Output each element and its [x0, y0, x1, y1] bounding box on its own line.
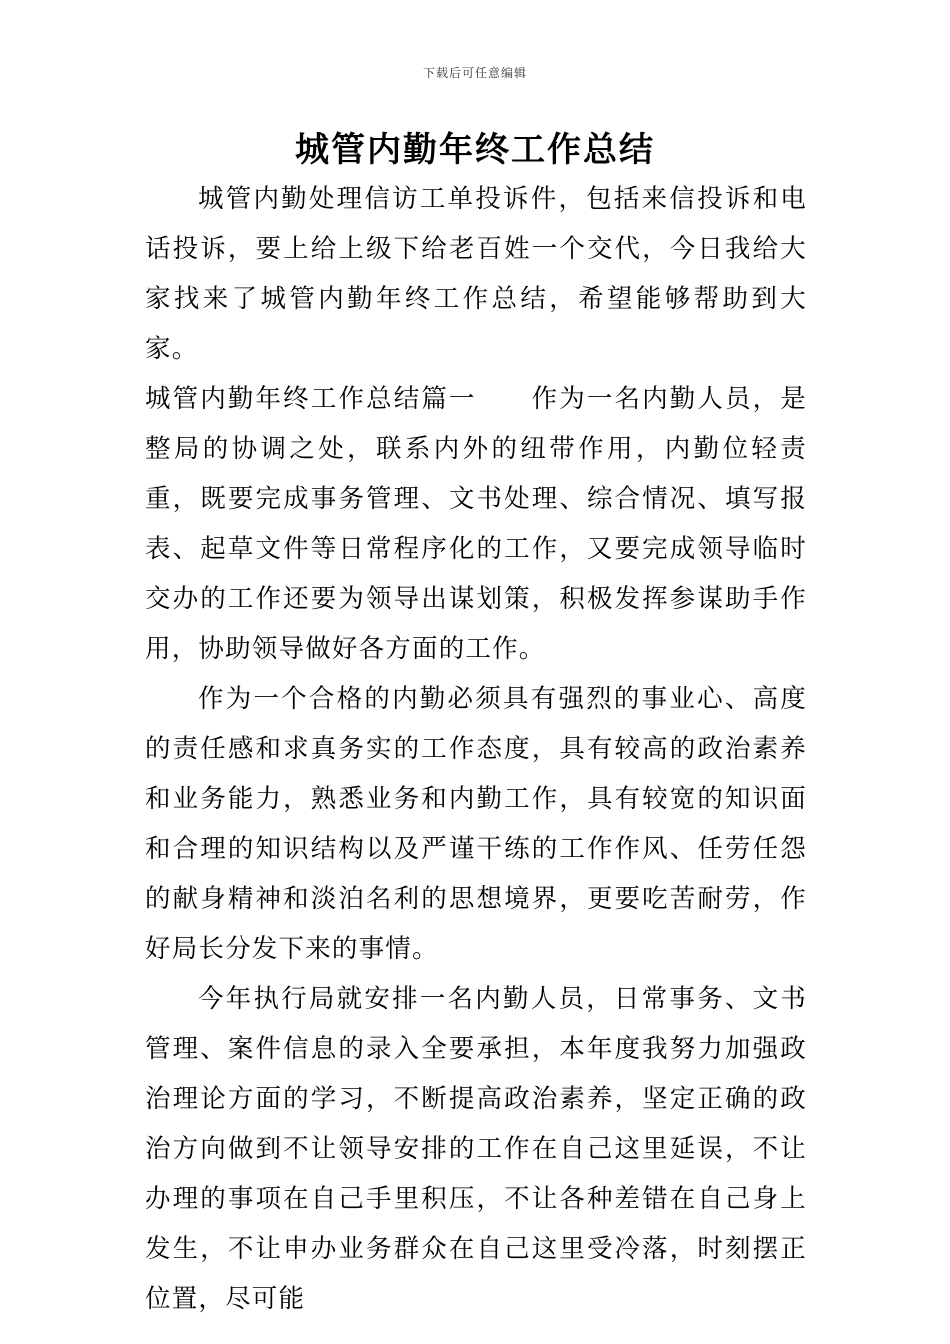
document-title: 城管内勤年终工作总结: [295, 130, 655, 170]
section-first-paragraph: 作为一名内勤人员，是整局的协调之处，联系内外的纽带作用，内勤位轻责重，既要完成事务管理、文书处理、综合情况、填写报表、起草文件等日常程序化的工作，又要完成领导临时交办的工作还要为领导出谋划策，积极发挥参谋助手作用，协助领导做好各方面的工作。: [145, 384, 807, 664]
body-paragraph-1: 作为一个合格的内勤必须具有强烈的事业心、高度的责任感和求真务实的工作态度，具有较高的政治素养和业务能力，熟悉业务和内勤工作，具有较宽的知识面和合理的知识结构以及严谨干练的工作作风、任劳任怨的献身精神和淡泊名利的思想境界，更要吃苦耐劳，作好局长分发下来的事情。: [145, 684, 807, 964]
intro-paragraph: 城管内勤处理信访工单投诉件，包括来信投诉和电话投诉，要上给上级下给老百姓一个交代，今日我给大家找来了城管内勤年终工作总结，希望能够帮助到大家。: [145, 184, 807, 364]
header-note: 下载后可任意编辑: [422, 66, 527, 80]
body-paragraph-2: 今年执行局就安排一名内勤人员，日常事务、文书管理、案件信息的录入全要承担，本年度我努力加强政治理论方面的学习，不断提高政治素养，坚定正确的政治方向做到不让领导安排的工作在自己这里延误，不让办理的事项在自己手里积压，不让各种差错在自己身上发生，不让申办业务群众在自己这里受冷落，时刻摆正位置，尽可能: [145, 984, 807, 1314]
document-body: [145, 174, 807, 1324]
section-heading: 城管内勤年终工作总结篇一: [145, 384, 477, 414]
section-paragraph: [145, 374, 807, 674]
